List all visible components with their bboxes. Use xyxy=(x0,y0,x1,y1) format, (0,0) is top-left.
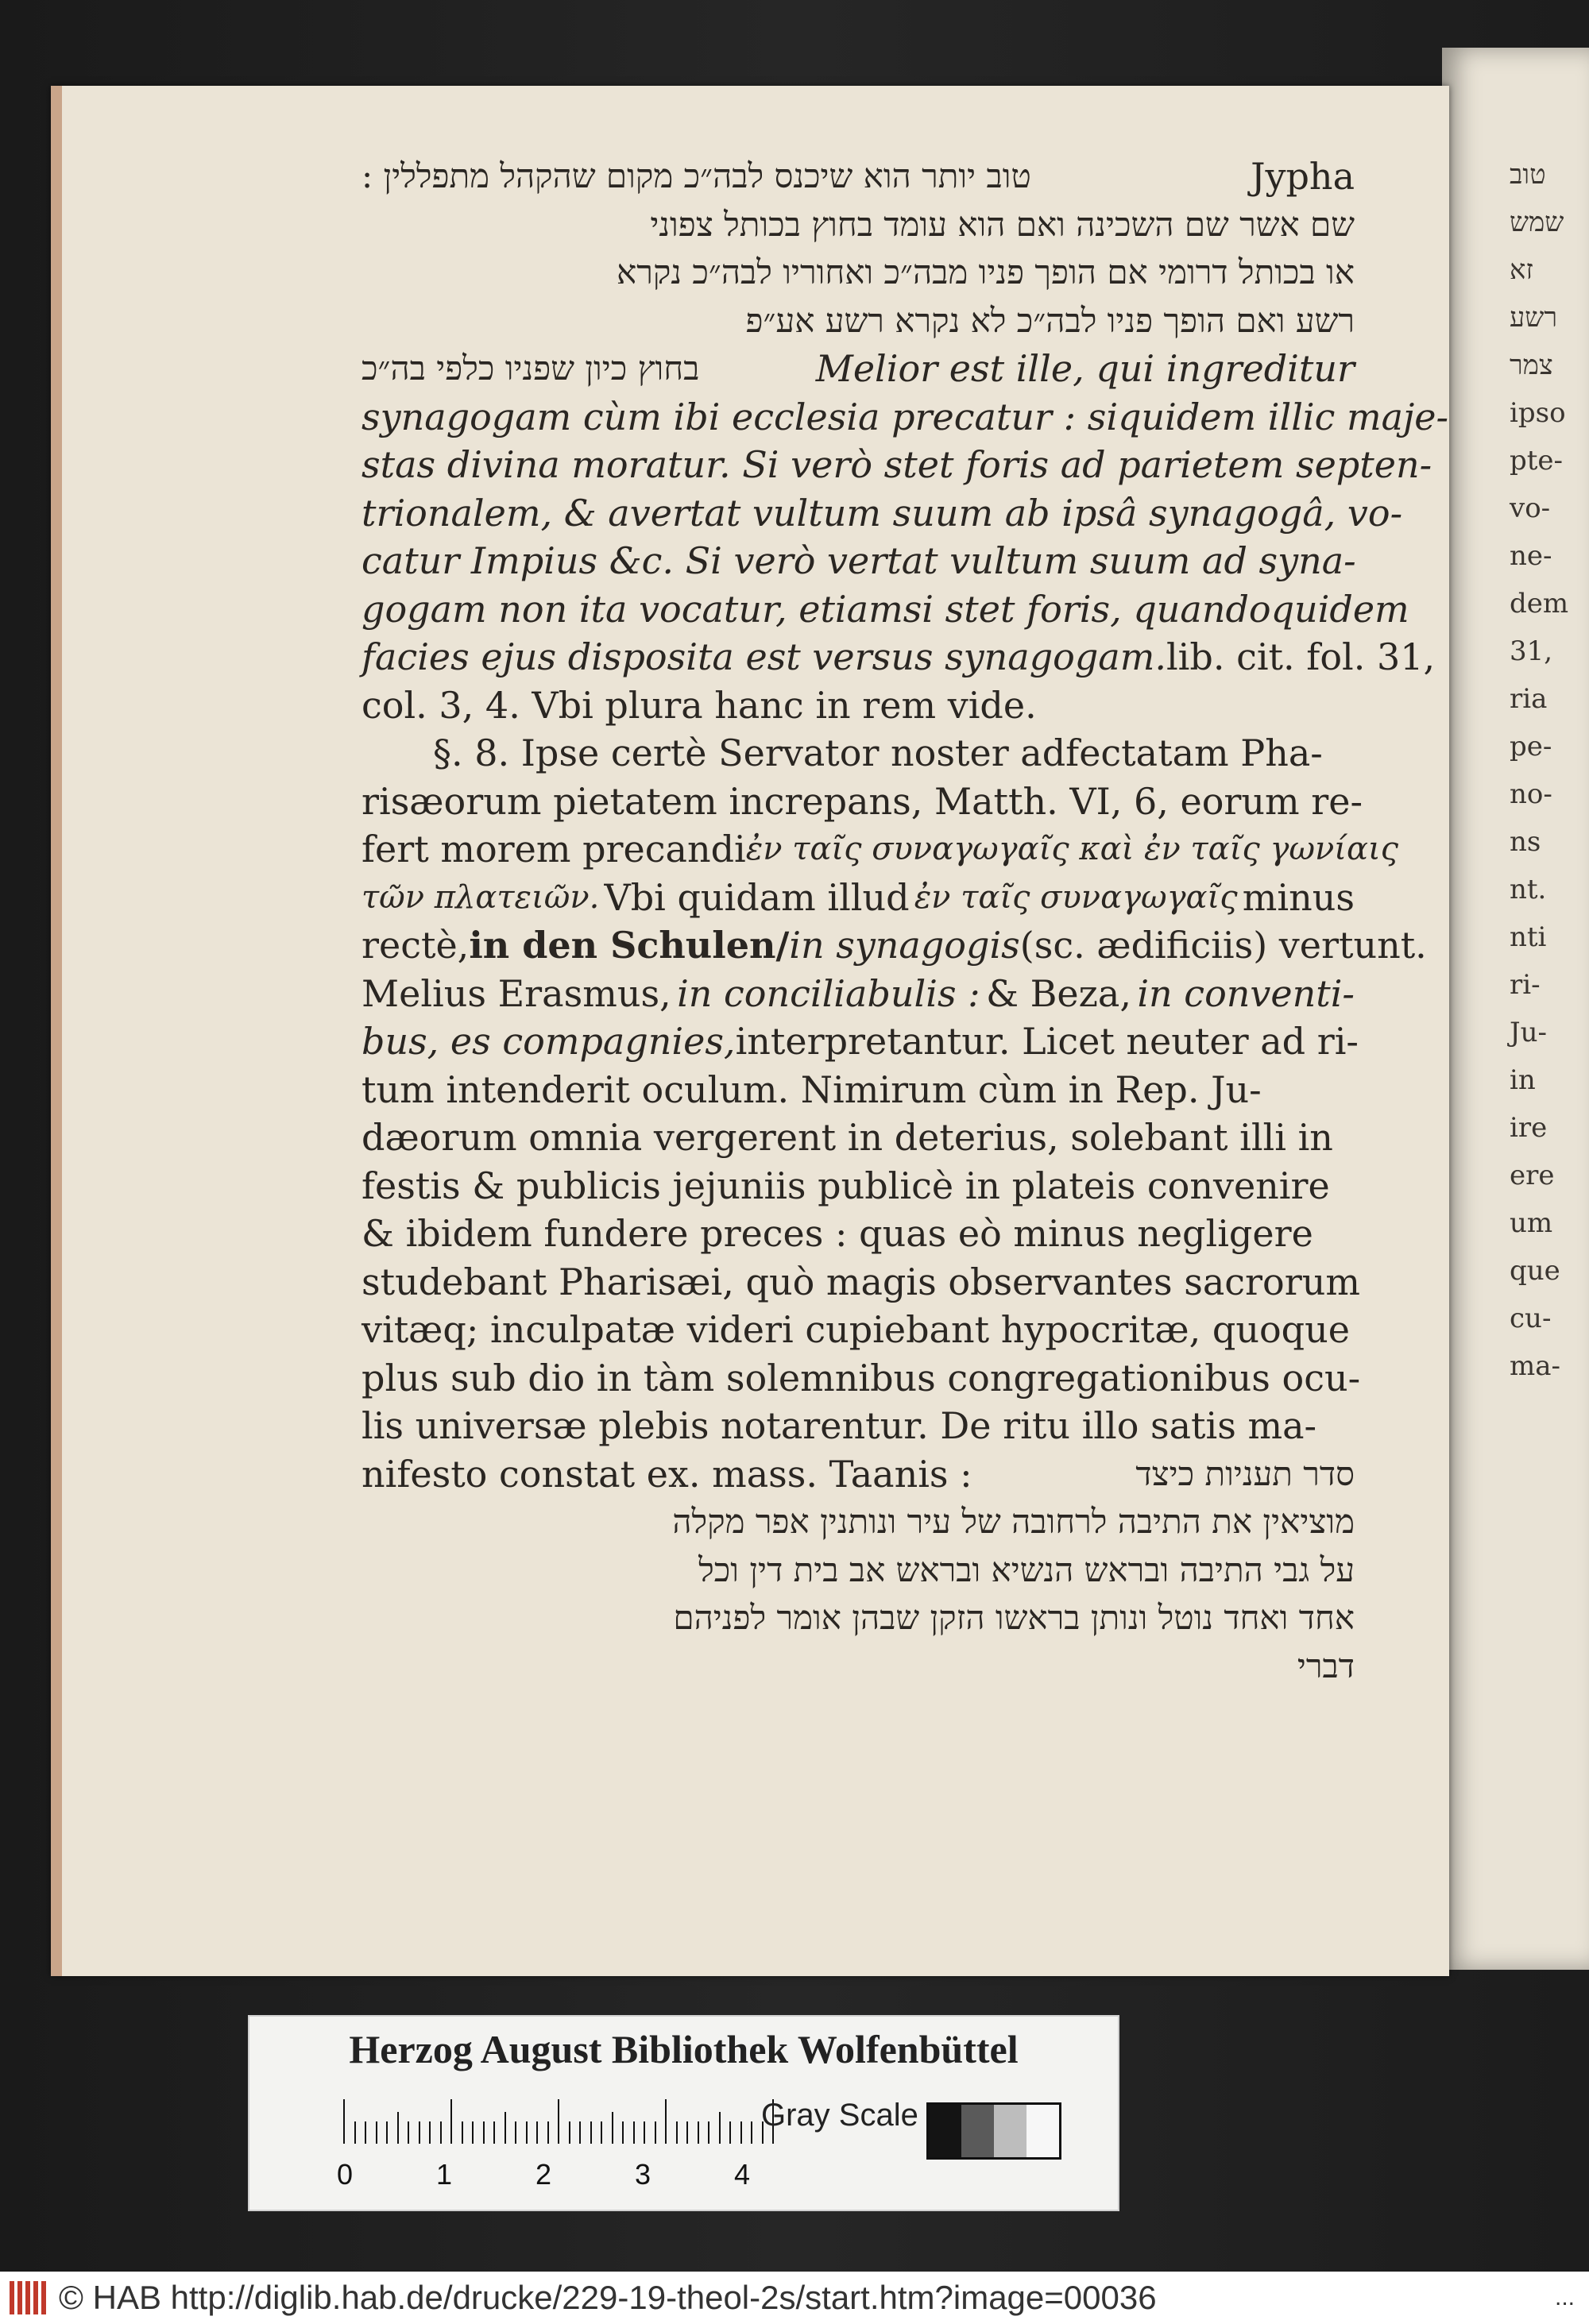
latin-text: Melius Erasmus, xyxy=(361,971,671,1015)
hebrew-text: דברי xyxy=(1297,1646,1355,1685)
footer-bar xyxy=(0,2272,1589,2324)
text-line xyxy=(361,393,1449,442)
latin-text: (sc. ædificiis) vertunt. xyxy=(1019,924,1427,967)
adjacent-page-fragment: cu- xyxy=(1510,1303,1552,1334)
latin-text: interpretantur. Licet neuter ad ri- xyxy=(735,1020,1359,1063)
text-line xyxy=(361,1498,1355,1546)
latin-text: Jypha xyxy=(1251,155,1355,198)
latin-text: plus sub dio in tàm solemnibus congregationibus ocu- xyxy=(361,1356,1361,1399)
ruler-tick xyxy=(450,2099,452,2144)
adjacent-page-fragment: in xyxy=(1510,1064,1536,1096)
ruler-tick xyxy=(719,2112,721,2144)
adjacent-page-fragment: pe- xyxy=(1510,731,1552,762)
ruler-tick xyxy=(612,2112,613,2144)
ruler-tick xyxy=(493,2121,495,2144)
adjacent-page-fragment: רשע xyxy=(1510,302,1558,334)
latin-text: Vbi quidam illud xyxy=(604,875,910,919)
latin-text: minus xyxy=(1242,875,1355,919)
text-line xyxy=(361,778,1363,826)
latin-text: studebant Pharisæi, quò magis observantes sacrorum xyxy=(361,1260,1360,1303)
color-reference-card xyxy=(248,2015,1119,2211)
copyright-url[interactable]: © HAB http://diglib.hab.de/drucke/229-19-theol-2s/start.htm?image=00036 xyxy=(59,2279,1157,2316)
ruler-tick xyxy=(601,2121,602,2144)
adjacent-page-fragment: ipso xyxy=(1510,397,1566,429)
text-line xyxy=(361,1402,1355,1450)
page-text-block xyxy=(361,152,1449,1690)
ruler-tick xyxy=(536,2121,538,2144)
latin-text: fert morem precandi xyxy=(361,828,746,871)
adjacent-page-fragment: um xyxy=(1510,1207,1553,1239)
hebrew-text: טוב יותר הוא שיכנס לבה״כ מקום שהקהל מתפללין : xyxy=(361,156,1031,195)
text-line xyxy=(361,345,1355,393)
ruler-tick xyxy=(633,2121,635,2144)
text-line xyxy=(361,585,1409,634)
gray-scale-swatches xyxy=(926,2102,1061,2160)
greek-text: ἐν ταῖς συναγωγαῖς xyxy=(914,878,1238,916)
ruler-tick xyxy=(386,2121,388,2144)
latin-text: tum intenderit oculum. Nimirum cùm in Rep. Ju- xyxy=(361,1067,1262,1111)
adjacent-page-fragment: Ju- xyxy=(1510,1017,1548,1048)
ruler-tick xyxy=(729,2121,731,2144)
latin-text: risæorum pietatem increpans, Matth. VI, 6, eorum re- xyxy=(361,779,1363,823)
adjacent-page-fragment: 31, xyxy=(1510,635,1553,667)
ruler-tick xyxy=(397,2112,399,2144)
text-line xyxy=(361,1162,1355,1210)
ruler-tick xyxy=(665,2099,667,2144)
text-line xyxy=(361,633,1436,681)
hebrew-text: סדר תעניות כיצד xyxy=(1135,1453,1355,1493)
ruler-tick xyxy=(462,2121,463,2144)
text-line xyxy=(361,1546,1355,1595)
text-line xyxy=(361,970,1355,1018)
greek-text: τῶν πλατειῶν. xyxy=(361,878,600,916)
text-line xyxy=(361,537,1355,585)
text-line xyxy=(361,441,1432,489)
ruler-tick xyxy=(655,2121,656,2144)
ruler-tick xyxy=(708,2121,709,2144)
latin-text: rectè, xyxy=(361,924,470,967)
latin-text: & ibidem fundere preces : quas eò minus negligere xyxy=(361,1212,1313,1255)
latin-text: lib. cit. fol. 31, xyxy=(1166,635,1436,678)
latin-text: §. 8. Ipse certè Servator noster adfectatam Pha- xyxy=(433,732,1323,774)
text-line xyxy=(361,297,1355,346)
adjacent-page-fragment: שמש xyxy=(1510,207,1564,238)
ruler-tick xyxy=(408,2121,409,2144)
hebrew-text: או בכותל דרומי אם הופך פניו מבה״כ ואחוריו לבה״כ נקרא xyxy=(617,253,1355,291)
adjacent-page-fragment: nti xyxy=(1510,921,1547,953)
latin-text: & Beza, xyxy=(986,971,1131,1015)
ruler-tick xyxy=(590,2121,592,2144)
hebrew-text: על גבי התיבה ובראש הנשיא ובראש אב בית דין וכל xyxy=(698,1550,1355,1589)
ruler-tick xyxy=(740,2121,742,2144)
latin-text: catur Impius &c. Si verò vertat vultum suum ad syna- xyxy=(361,539,1356,582)
gray-swatch xyxy=(929,2105,961,2157)
adjacent-page-fragment: vo- xyxy=(1510,492,1551,524)
adjacent-page-fragment: ri- xyxy=(1510,969,1541,1001)
ruler-tick xyxy=(515,2121,516,2144)
adjacent-page-fragment: זא xyxy=(1510,254,1533,286)
ruler-tick xyxy=(558,2099,559,2144)
ruler-tick xyxy=(429,2121,431,2144)
adjacent-page-fragment: nt. xyxy=(1510,874,1547,905)
text-line xyxy=(361,874,1355,922)
gray-scale-label: Gray Scale xyxy=(761,2098,918,2133)
ruler-tick xyxy=(751,2121,752,2144)
ruler-tick xyxy=(676,2121,678,2144)
adjacent-page xyxy=(1442,48,1589,1970)
text-line xyxy=(361,1017,1359,1066)
text-line xyxy=(361,1450,1355,1499)
scale-ruler xyxy=(337,2104,812,2191)
latin-text: festis & publicis jejuniis publicè in plateis convenire xyxy=(361,1164,1330,1207)
text-line xyxy=(361,921,1427,970)
latin-text: stas divina moratur. Si verò stet foris ad parietem septen- xyxy=(361,443,1432,486)
latin-text: nifesto constat ex. mass. Taanis : xyxy=(361,1452,972,1496)
adjacent-page-fragment: ne- xyxy=(1510,540,1552,572)
latin-text: in den Schulen/ xyxy=(469,924,790,967)
hebrew-text: בחוץ כיון שפניו כלפי בה״כ xyxy=(361,349,700,388)
text-line xyxy=(361,681,1355,730)
adjacent-page-fragment: ns xyxy=(1510,826,1541,858)
latin-text: in conventi- xyxy=(1137,971,1355,1015)
ruler-number: 4 xyxy=(734,2158,751,2191)
hebrew-text: רשע ואם הופך פניו לבה״כ לא נקרא רשע אע״פ xyxy=(745,300,1355,340)
text-line xyxy=(361,249,1355,297)
ruler-tick xyxy=(505,2112,506,2144)
ruler-tick xyxy=(472,2121,474,2144)
adjacent-page-fragment: צמר xyxy=(1510,349,1553,381)
adjacent-page-fragment: dem xyxy=(1510,588,1569,620)
text-line xyxy=(361,201,1355,249)
ruler-tick xyxy=(376,2121,377,2144)
text-line xyxy=(361,1643,1355,1691)
adjacent-page-fragment: ria xyxy=(1510,683,1548,715)
more-icon[interactable]: ... xyxy=(1554,2284,1575,2310)
adjacent-page-fragment: ire xyxy=(1510,1112,1548,1144)
greek-text: ἐν ταῖς συναγωγαῖς καὶ ἐν ταῖς γωνίαις xyxy=(745,831,1399,867)
latin-text: Melior est ille, qui ingreditur xyxy=(815,347,1355,390)
hebrew-text: מוציאין את התיבה לרחובה של עיר ונותנין אפר מקלה xyxy=(672,1502,1355,1541)
ruler-tick xyxy=(440,2121,442,2144)
gray-swatch xyxy=(961,2105,994,2157)
ruler-tick xyxy=(365,2121,366,2144)
text-line xyxy=(361,1210,1355,1258)
latin-text: facies ejus disposita est versus synagogam. xyxy=(361,635,1166,678)
ruler-tick xyxy=(354,2121,356,2144)
ruler-tick xyxy=(569,2121,570,2144)
latin-text: bus, es compagnies, xyxy=(361,1020,736,1063)
latin-text: trionalem, & avertat vultum suum ab ipsâ synagogâ, vo- xyxy=(361,491,1403,535)
latin-text: in synagogis xyxy=(789,924,1020,967)
ruler-tick xyxy=(419,2121,420,2144)
text-line xyxy=(361,1258,1360,1307)
latin-text: in conciliabulis : xyxy=(677,971,980,1015)
hebrew-text: אחד ואחד נוטל ונותן בראשו הזקן שבהן אומר לפניהם xyxy=(673,1598,1355,1637)
gray-swatch xyxy=(1026,2105,1059,2157)
latin-text: gogam non ita vocatur, etiamsi stet foris, quandoquidem xyxy=(361,587,1409,631)
latin-text: col. 3, 4. Vbi plura hanc in rem vide. xyxy=(361,683,1037,727)
ruler-number: 3 xyxy=(635,2158,651,2191)
ruler-tick xyxy=(547,2121,549,2144)
ruler-tick xyxy=(686,2121,688,2144)
text-line xyxy=(361,1354,1361,1403)
latin-text: dæorum omnia vergerent in deterius, solebant illi in xyxy=(361,1116,1333,1159)
adjacent-page-fragment: ere xyxy=(1510,1160,1555,1191)
text-line xyxy=(361,1066,1355,1114)
ruler-tick xyxy=(526,2121,528,2144)
adjacent-page-fragment: טוב xyxy=(1510,159,1546,191)
text-line xyxy=(361,1594,1355,1643)
text-line xyxy=(361,489,1403,538)
text-line xyxy=(361,825,1399,874)
adjacent-page-fragment: no- xyxy=(1510,778,1552,810)
text-line xyxy=(361,1114,1355,1162)
ruler-tick xyxy=(644,2121,645,2144)
library-name: Herzog August Bibliothek Wolfenbüttel xyxy=(349,2027,1019,2071)
latin-text: vitæq; inculpatæ videri cupiebant hypocritæ, quoque xyxy=(361,1308,1350,1351)
ruler-number: 0 xyxy=(337,2158,354,2191)
ruler-tick xyxy=(343,2099,345,2144)
ruler-tick xyxy=(579,2121,581,2144)
hab-logo-icon xyxy=(10,2281,46,2314)
text-line xyxy=(361,729,1355,778)
text-line xyxy=(361,1306,1355,1354)
latin-text: synagogam cùm ibi ecclesia precatur : siquidem illic maje- xyxy=(361,395,1449,438)
text-line xyxy=(361,152,1355,201)
ruler-tick xyxy=(483,2121,485,2144)
ruler-tick xyxy=(698,2121,699,2144)
ruler-number: 1 xyxy=(436,2158,453,2191)
latin-text: lis universæ plebis notarentur. De ritu illo satis ma- xyxy=(361,1404,1317,1447)
adjacent-page-fragment: que xyxy=(1510,1255,1560,1287)
ruler-tick xyxy=(622,2121,624,2144)
ruler-number: 2 xyxy=(535,2158,552,2191)
gray-swatch xyxy=(994,2105,1026,2157)
adjacent-page-fragment: pte- xyxy=(1510,445,1564,477)
adjacent-page-fragment: ma- xyxy=(1510,1350,1560,1382)
hebrew-text: שם אשר שם השכינה ואם הוא עומד בחוץ בכותל צפוני xyxy=(650,204,1355,244)
